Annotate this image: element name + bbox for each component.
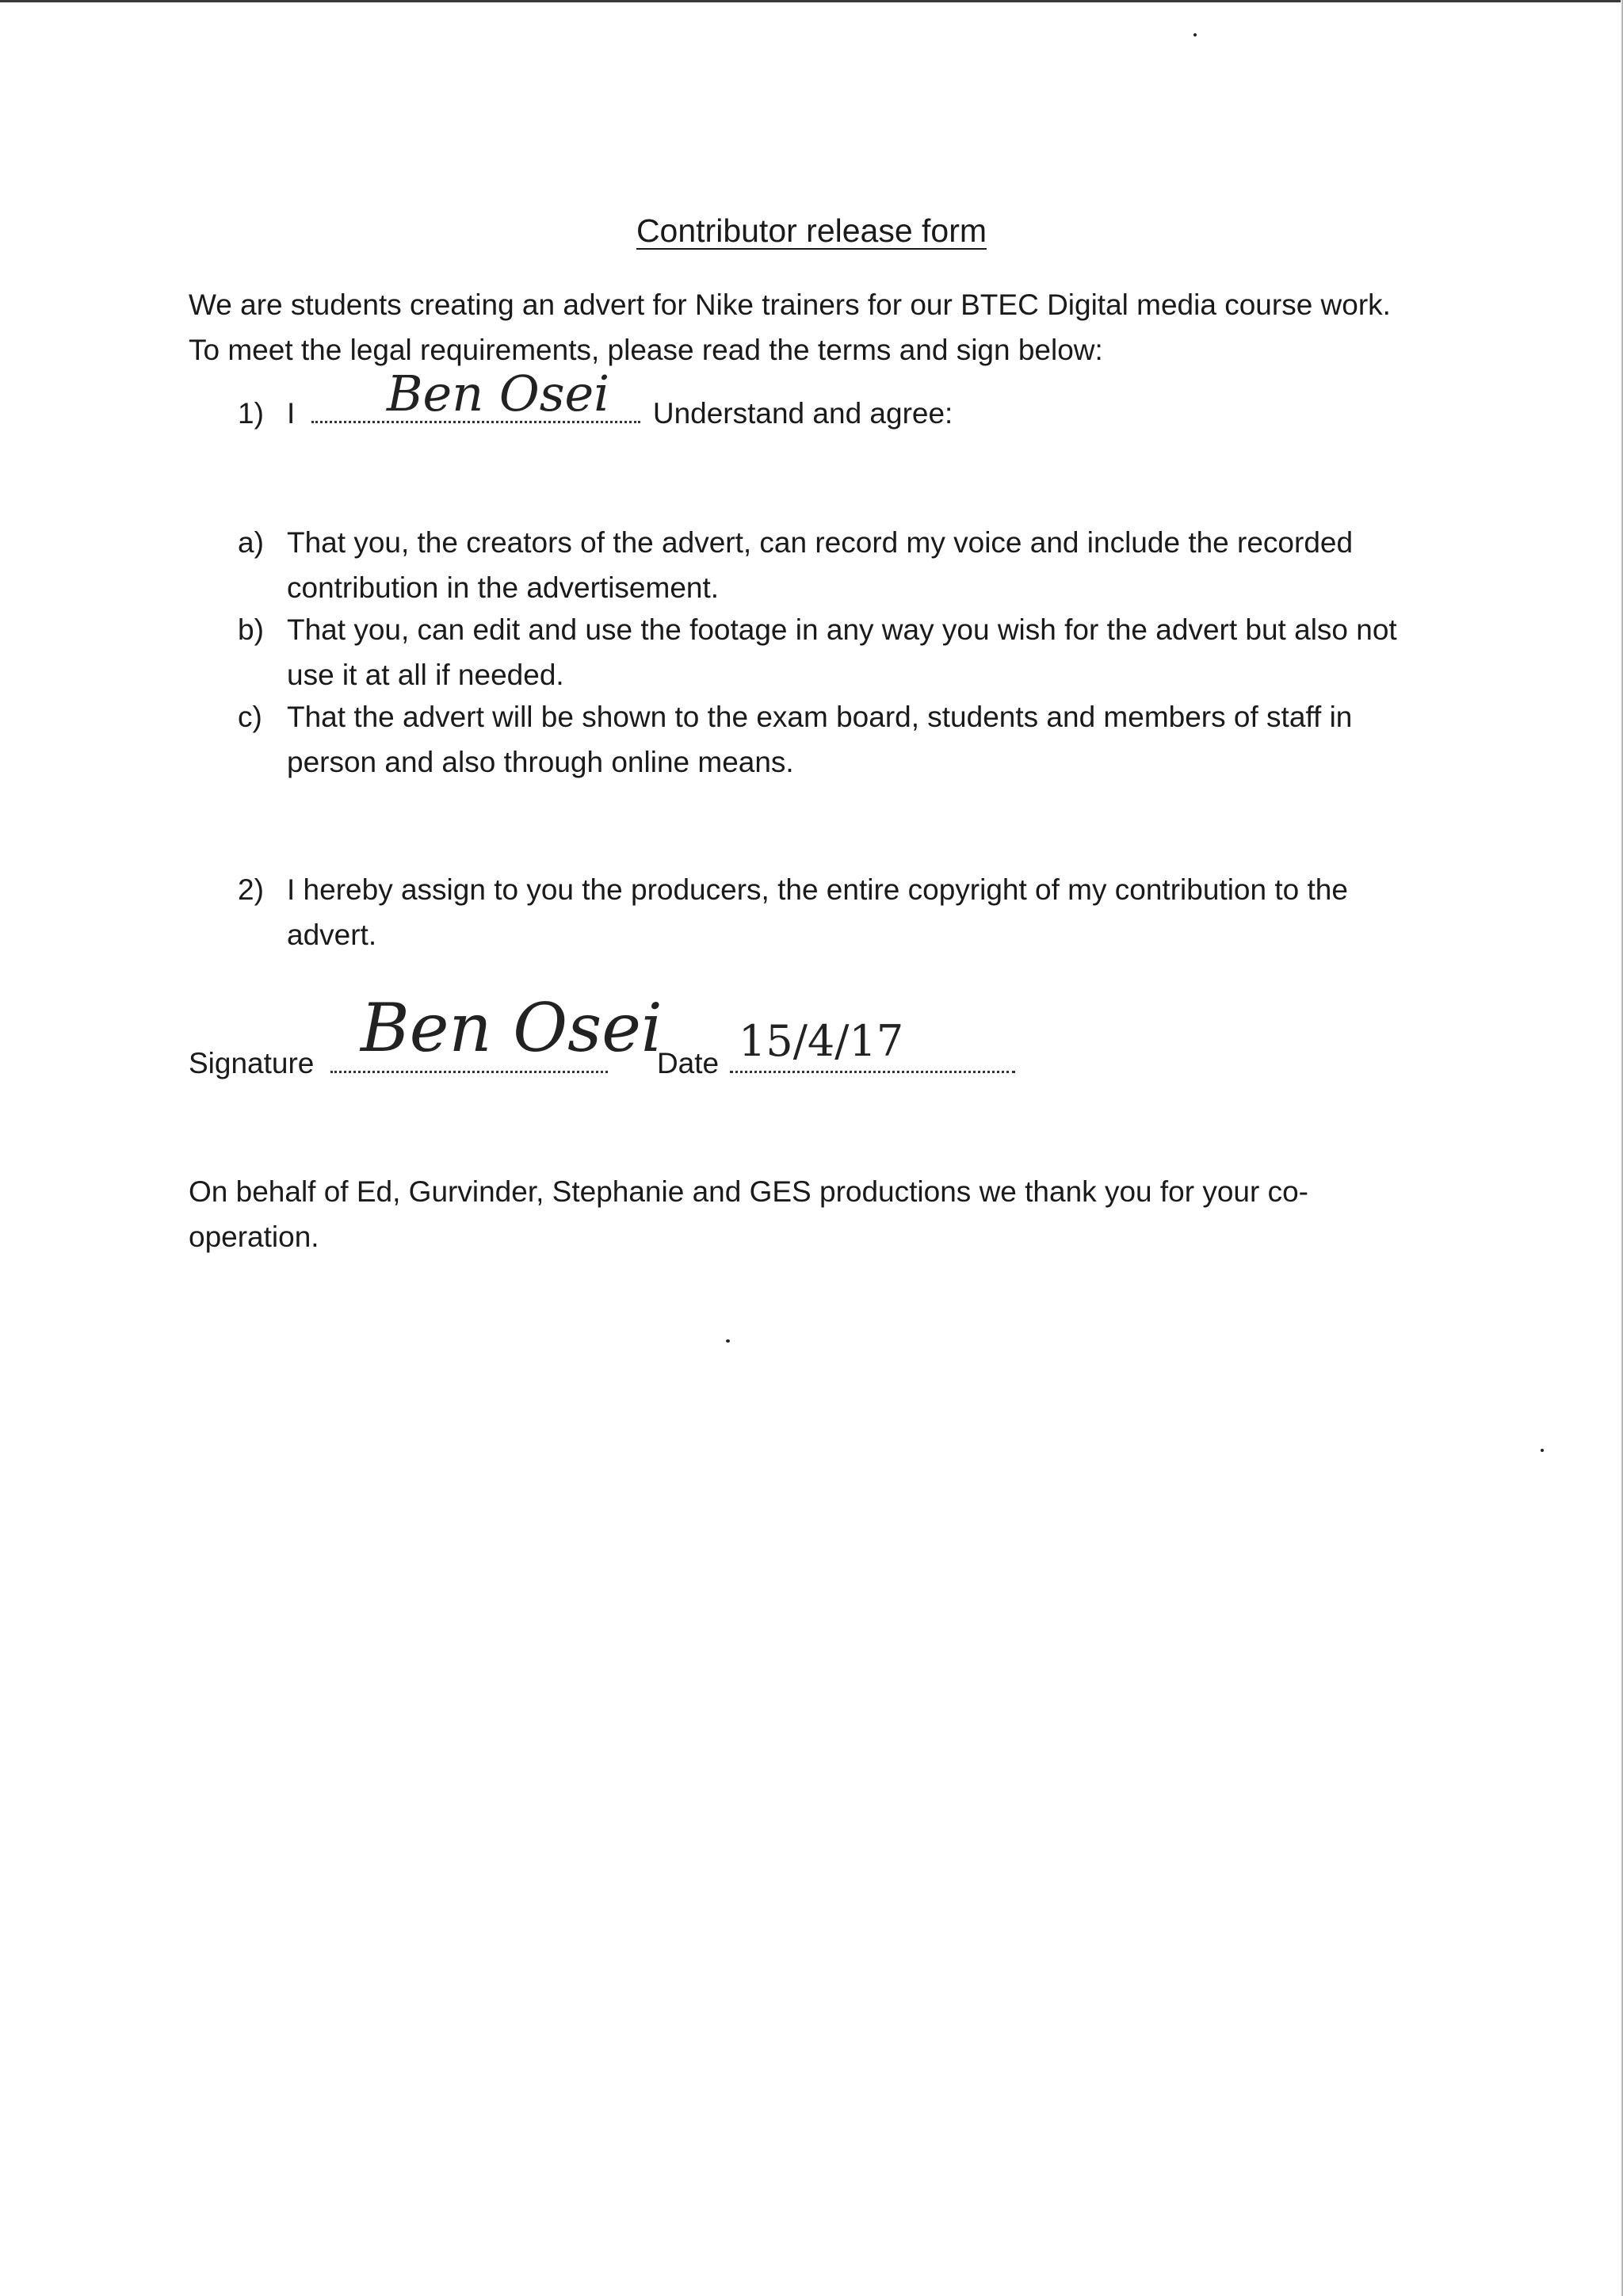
- scan-speck: [1541, 1449, 1544, 1452]
- sub-item-c-label: c): [238, 701, 262, 733]
- date-label: Date: [656, 1047, 720, 1079]
- sub-item-b-text: That you, can edit and use the footage in any way you wish for the advert but also not use it at all if needed.: [287, 613, 1397, 691]
- sub-item-c-text: That the advert will be shown to the exam board, students and members of staff in person and also through online means.: [287, 701, 1353, 778]
- sub-item-a-text: That you, the creators of the advert, can record my voice and include the recorded contribution in the advertisement.: [287, 526, 1354, 604]
- clause-2-number: 2): [238, 873, 264, 906]
- clause-2-text: I hereby assign to you the producers, the entire copyright of my contribution to the advert.: [287, 873, 1348, 951]
- clause-1-prefix: I: [287, 397, 296, 430]
- signature-dotted-field: [330, 1070, 608, 1073]
- scan-edge-top: [0, 0, 1623, 2]
- intro-line-1: We are students creating an advert for Nike trainers for our BTEC Digital media course work.: [189, 288, 1391, 321]
- sub-item-a-label: a): [238, 526, 264, 559]
- handwritten-signature: Ben Osei: [361, 989, 663, 1067]
- scan-speck: [726, 1339, 730, 1343]
- closing-text: On behalf of Ed, Gurvinder, Stephanie and GES productions we thank you for your co-operation.: [189, 1175, 1308, 1253]
- signature-label: Signature: [189, 1047, 315, 1079]
- clause-1-suffix: Understand and agree:: [652, 397, 953, 430]
- clause-1-number: 1): [238, 397, 264, 430]
- form-title: Contributor release form: [636, 212, 987, 249]
- handwritten-name: Ben Osei: [387, 365, 610, 422]
- sub-item-b-label: b): [238, 613, 264, 646]
- scan-speck: [1193, 33, 1197, 36]
- date-dotted-field: [730, 1070, 1015, 1073]
- handwritten-date: 15/4/17: [739, 1016, 904, 1066]
- intro-line-2: To meet the legal requirements, please read the terms and sign below:: [189, 334, 1103, 366]
